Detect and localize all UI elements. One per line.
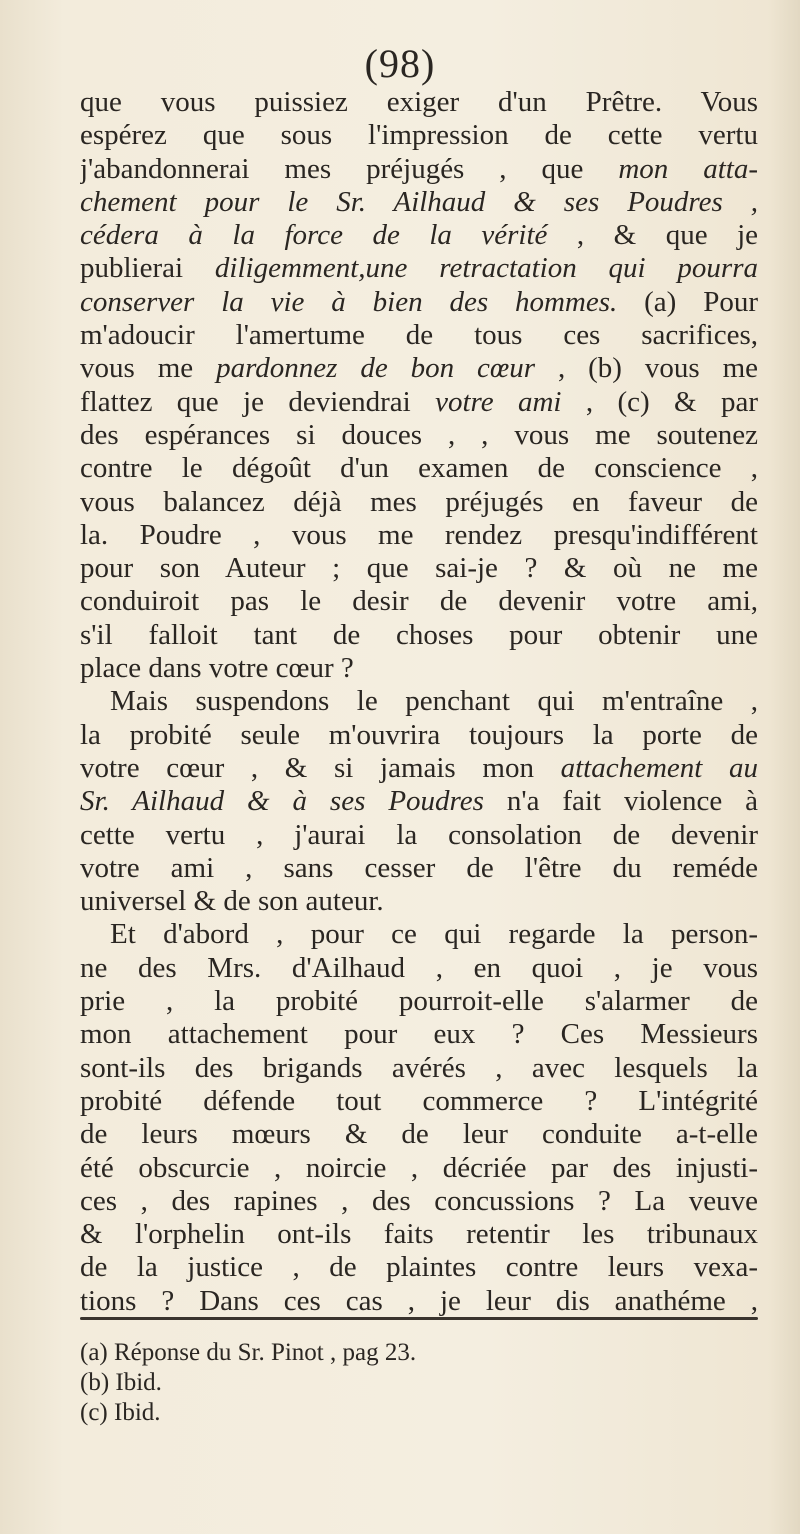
text-line: [80, 885, 758, 918]
text-run: , & que je: [547, 219, 758, 252]
text-run: ne des Mrs. d'Ailhaud , en quoi , je vous: [80, 951, 758, 984]
text-run: espérez que sous l'impression de cette vertu: [80, 119, 758, 152]
text-line: [80, 918, 758, 951]
text-run: des espérances si douces , , vous me soutenez: [80, 418, 758, 451]
text-run: publierai: [80, 252, 215, 285]
text-run: ces , des rapines , des concussions ? La veuve: [80, 1184, 758, 1217]
text-line: [80, 819, 758, 852]
text-line: [80, 319, 758, 352]
footnote: (a) Réponse du Sr. Pinot , pag 23.: [80, 1339, 417, 1366]
text-run: , (b) vous me: [535, 352, 758, 385]
text-run: j'abandonnerai mes préjugés , que: [80, 152, 619, 185]
text-line: [80, 286, 758, 319]
text-run: m'adoucir l'amertume de tous ces sacrifices,: [80, 319, 758, 352]
text-run: la. Poudre , vous me rendez presqu'indifférent: [80, 518, 758, 551]
text-line: [80, 952, 758, 985]
italic-text: diligemment,une retractation qui pourra: [214, 252, 758, 285]
footnote: (c) Ibid.: [80, 1399, 161, 1426]
text-line: [80, 985, 758, 1018]
text-line: [80, 419, 758, 452]
text-line: [80, 585, 758, 618]
text-run: prie , la probité pourroit-elle s'alarmer de: [80, 985, 758, 1018]
italic-text: attachement au: [560, 751, 758, 784]
text-run: que vous puissiez exiger d'un Prêtre. Vous: [80, 86, 758, 118]
page-number: (98): [364, 41, 436, 86]
text-line: [80, 685, 758, 718]
text-run: de la justice , de plaintes contre leurs vexa-: [80, 1251, 758, 1284]
text-line: [80, 1185, 758, 1218]
text-run: cette vertu , j'aurai la consolation de devenir: [80, 818, 758, 851]
text-line: [80, 652, 758, 685]
text-run: place dans votre cœur ?: [80, 652, 354, 685]
text-line: [80, 719, 758, 752]
text-run: universel & de son auteur.: [80, 885, 384, 918]
text-line: [80, 1118, 758, 1151]
text-line: [80, 119, 758, 152]
text-line: [80, 219, 758, 252]
text-run: pour son Auteur ; que sai-je ? & où ne me: [80, 552, 758, 585]
text-run: la probité seule m'ouvrira toujours la porte de: [80, 718, 758, 751]
text-run: , (c) & par: [561, 385, 758, 418]
text-line: [80, 752, 758, 785]
footnote: (b) Ibid.: [80, 1369, 162, 1396]
footnotes: [80, 1338, 700, 1428]
italic-text: Sr. Ailhaud & à ses Poudres: [80, 785, 484, 818]
text-line: [80, 452, 758, 485]
italic-text: chement pour le Sr. Ailhaud & ses Poudres ,: [80, 185, 758, 218]
text-run: de leurs mœurs & de leur conduite a-t-elle: [80, 1118, 758, 1151]
text-run: votre cœur , & si jamais mon: [80, 751, 561, 784]
text-line: [80, 1018, 758, 1051]
footnote-rule: [80, 1317, 758, 1320]
text-line: [80, 1052, 758, 1085]
text-line: [80, 86, 758, 119]
text-run: Mais suspendons le penchant qui m'entraîne ,: [110, 685, 758, 718]
italic-text: cédera à la force de la vérité: [80, 219, 548, 252]
text-run: probité défende tout commerce ? L'intégrité: [80, 1084, 758, 1117]
text-run: vous balancez déjà mes préjugés en faveur de: [80, 485, 758, 518]
italic-text: votre ami: [435, 385, 562, 418]
text-run: été obscurcie , noircie , décriée par des injusti-: [80, 1151, 758, 1184]
text-run: flattez que je deviendrai: [80, 385, 436, 418]
text-line: [80, 386, 758, 419]
text-line: [80, 785, 758, 818]
text-line: [80, 186, 758, 219]
body-text: [80, 86, 758, 1318]
text-run: n'a fait violence à: [483, 785, 758, 818]
text-run: tions ? Dans ces cas , je leur dis anathéme ,: [80, 1284, 758, 1317]
text-line: [80, 1285, 758, 1318]
text-run: sont-ils des brigands avérés , avec lesquels la: [80, 1051, 758, 1084]
text-line: [80, 1085, 758, 1118]
text-run: conduiroit pas le desir de devenir votre ami,: [80, 585, 758, 618]
text-run: vous me: [80, 352, 217, 385]
text-run: (a) Pour: [617, 285, 758, 318]
text-line: [80, 852, 758, 885]
text-line: [80, 619, 758, 652]
text-line: [80, 1218, 758, 1251]
text-run: contre le dégoût d'un examen de conscience ,: [80, 452, 758, 485]
text-run: mon attachement pour eux ? Ces Messieurs: [80, 1018, 758, 1051]
italic-text: pardonnez de bon cœur: [216, 352, 536, 385]
text-line: [80, 153, 758, 186]
text-line: [80, 1251, 758, 1284]
text-run: votre ami , sans cesser de l'être du reméde: [80, 851, 758, 884]
text-line: [80, 252, 758, 285]
text-line: [80, 352, 758, 385]
text-run: Et d'abord , pour ce qui regarde la person-: [110, 918, 758, 951]
text-run: s'il falloit tant de choses pour obtenir une: [80, 618, 758, 651]
text-run: & l'orphelin ont-ils faits retentir les tribunaux: [80, 1218, 758, 1251]
text-line: [80, 552, 758, 585]
text-line: [80, 519, 758, 552]
text-line: [80, 486, 758, 519]
italic-text: mon atta-: [618, 152, 758, 185]
italic-text: conserver la vie à bien des hommes.: [80, 285, 618, 318]
text-line: [80, 1152, 758, 1185]
